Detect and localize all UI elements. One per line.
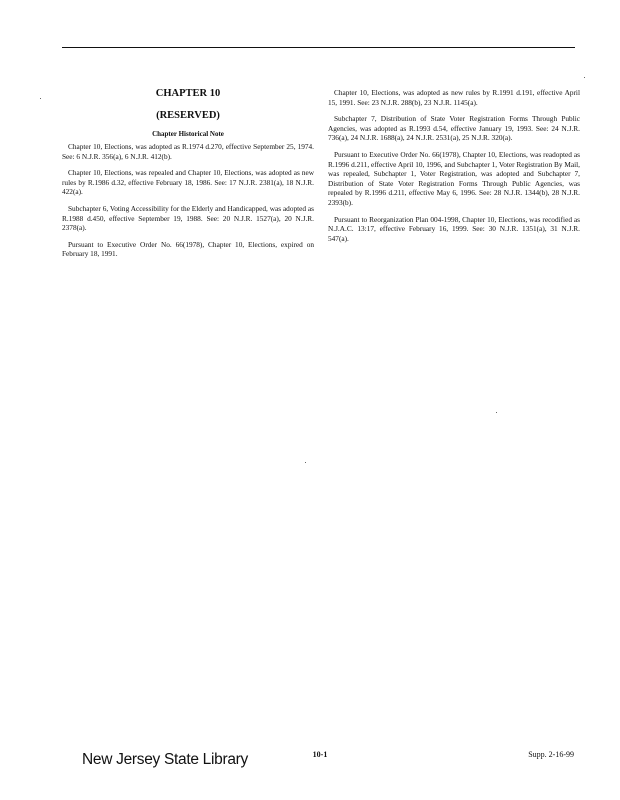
left-column	[62, 88, 314, 266]
note-paragraph: Chapter 10, Elections, was adopted as new rules by R.1991 d.191, effective April 15, 1991. See: 23 N.J.R. 288(b), 23 N.J.R. 1145(a).	[328, 88, 580, 107]
note-paragraph: Subchapter 7, Distribution of State Voter Registration Forms Through Public Agencies, was adopted as R.1993 d.54, effective January 19, 1993. See: 24 N.J.R. 736(a), 24 N.J.R. 1688(a), 24 N.J.R. 2531(a), 25 N.J.R. 320(a).	[328, 114, 580, 143]
right-column	[328, 88, 580, 250]
page-number: 10-1	[312, 750, 328, 759]
scan-speck	[40, 98, 41, 99]
note-paragraph: Subchapter 6, Voting Accessibility for the Elderly and Handicapped, was adopted as R.1988 d.450, effective September 19, 1988. See: 20 N.J.R. 1527(a), 20 N.J.R. 2378(a).	[62, 203, 314, 233]
note-paragraph: Pursuant to Executive Order No. 66(1978), Chapter 10, Elections, expired on February 18, 1991.	[62, 239, 314, 259]
scan-speck	[584, 77, 585, 78]
supplement-date: Supp. 2-16-99	[528, 750, 574, 759]
historical-note-heading: Chapter Historical Note	[152, 130, 224, 138]
scan-speck	[496, 412, 497, 413]
note-paragraph: Chapter 10, Elections, was repealed and Chapter 10, Elections, was adopted as new rules by R.1986 d.32, effective February 18, 1986. See: 17 N.J.R. 2381(a), 18 N.J.R. 422(a).	[62, 168, 314, 197]
chapter-subtitle: (RESERVED)	[156, 110, 220, 121]
note-paragraph: Chapter 10, Elections, was adopted as R.1974 d.270, effective September 25, 1974. See: 6 N.J.R. 356(a), 6 N.J.R. 412(b).	[62, 142, 314, 161]
chapter-title: CHAPTER 10	[155, 88, 221, 99]
library-name: New Jersey State Library	[82, 751, 248, 768]
top-rule	[62, 47, 575, 48]
note-paragraph: Pursuant to Executive Order No. 66(1978), Chapter 10, Elections, was readopted as R.1996 d.211, effective April 10, 1996, and Subchapter 1, Voter Registration By Mail, was repealed, Subchapter 1, Voter Registration, was adopted and Subchapter 7, Distribution of State Voter Registration Forms Through Public Agencies, was repealed by R.1996 d.211, effective May 6, 1996. See: 28 N.J.R. 1344(b), 28 N.J.R. 2393(b).	[328, 149, 580, 207]
scan-speck	[305, 462, 306, 463]
note-paragraph: Pursuant to Reorganization Plan 004-1998, Chapter 10, Elections, was recodified as N.J.A.C. 13:17, effective February 16, 1999. See: 30 N.J.R. 1351(a), 31 N.J.R. 547(a).	[328, 214, 580, 243]
